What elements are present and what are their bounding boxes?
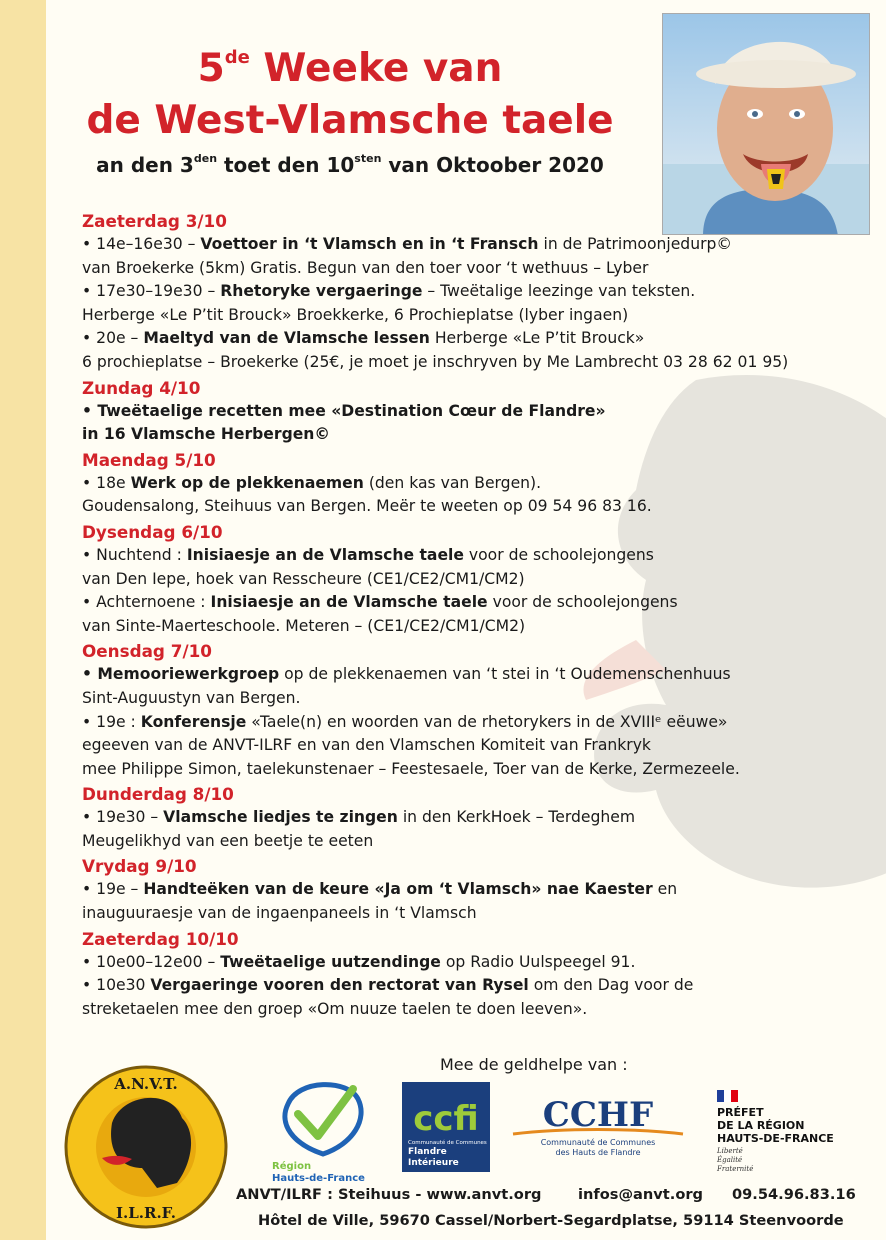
event-text: op de plekkenaemen van ‘t stei in ‘t Oudemenschenhuus: [279, 665, 731, 684]
event-text: op Radio Uulspeegel 91.: [440, 952, 636, 971]
event-text: mee Philippe Simon, taelekunstenaer – Feestesaele, Toer van de Kerke, Zermezeele.: [82, 759, 740, 778]
event-text: van Broekerke (5km) Gratis. Begun van den toer voor ‘t wethuus – Lyber: [82, 258, 649, 277]
event-line: [82, 591, 862, 615]
svg-text:HAUTS-DE-FRANCE: HAUTS-DE-FRANCE: [717, 1132, 834, 1145]
day-block: [82, 377, 862, 447]
day-block: [82, 521, 862, 638]
event-line: [82, 711, 862, 735]
event-text: van Den Iepe, hoek van Resscheure (CE1/CE2/CM1/CM2): [82, 569, 525, 588]
svg-text:Liberté: Liberté: [717, 1147, 743, 1155]
event-text: en: [652, 880, 678, 899]
event-text: (den kas van Bergen).: [363, 473, 542, 492]
event-text: Herberge «Le P’tit Brouck» Broekkerke, 6 Prochieplatse (lyber ingaen): [82, 305, 629, 324]
left-color-band: [0, 0, 46, 1240]
day-block: [82, 210, 862, 375]
event-line: [82, 233, 862, 257]
event-text: • 10e00–12e00 –: [82, 952, 221, 971]
event-line: [82, 998, 862, 1022]
event-text: voor de schoolejongens: [463, 545, 654, 564]
event-line: [82, 974, 862, 998]
event-line: [82, 806, 862, 830]
portrait-photo: [662, 13, 870, 235]
event-line: [82, 351, 862, 375]
day-block: [82, 449, 862, 519]
event-text: in de Patrimoonjedurp©: [538, 235, 732, 253]
event-line: [82, 951, 862, 975]
event-text: Rhetoryke vergaeringe: [220, 282, 423, 301]
day-title: Vrydag 9/10: [82, 856, 197, 877]
svg-text:I.L.R.F.: I.L.R.F.: [115, 1204, 177, 1222]
day-title: Dysendag 6/10: [82, 521, 223, 542]
cchf-logo: [503, 1090, 693, 1160]
svg-text:Flandre: Flandre: [408, 1147, 447, 1157]
event-text: inauguuraesje van de ingaenpaneels in ‘t Vlamsch: [82, 904, 477, 923]
svg-text:Région: Région: [272, 1161, 312, 1172]
poster-subtitle: an den $3^{den}$ toet den $10^{sten}$ van Oktoober 2020: [96, 152, 604, 177]
event-text: • 20e –: [82, 329, 144, 348]
svg-text:Intérieure: Intérieure: [408, 1158, 459, 1168]
svg-text:Communauté de Communes: Communauté de Communes: [408, 1140, 487, 1146]
event-text: • Memooriewerkgroep: [82, 665, 280, 684]
event-text: 6 prochieplatse – Broekerke (25€, je moet je inschryven by Me Lambrecht 03 28 62 01 95): [82, 352, 789, 371]
event-line: [82, 687, 862, 711]
event-text: • 19e :: [82, 712, 141, 731]
day-block: [82, 855, 862, 925]
day-title: Zundag 4/10: [82, 377, 201, 398]
event-text: Goudensalong, Steihuus van Bergen. Meër te weeten op 09 54 96 83 16.: [82, 497, 652, 516]
event-line: [82, 495, 862, 519]
event-line: [82, 327, 862, 351]
svg-text:Communauté de Communes: Communauté de Communes: [540, 1138, 656, 1147]
event-text: egeeven van de ANVT-ILRF en van den Vlamschen Komiteit van Frankryk: [82, 736, 651, 755]
event-line: [82, 902, 862, 926]
event-text: Tweëtaelige uutzendinge: [220, 952, 441, 971]
event-line: [82, 758, 862, 782]
event-text: • 10e30: [82, 976, 151, 995]
poster-title: 5de Weeke van de West-Vlamsche taele: [86, 46, 614, 143]
event-line: [82, 257, 862, 281]
event-text: om den Dag voor de: [528, 976, 694, 995]
event-text: • Achternoene :: [82, 593, 211, 612]
footer-email[interactable]: infos@anvt.org: [578, 1186, 703, 1203]
prefet-region-logo: [715, 1090, 855, 1175]
event-text: «Taele(n) en woorden van de rhetorykers in de XVIIIᵉ eëuwe»: [246, 712, 728, 731]
day-title: Dunderdag 8/10: [82, 784, 234, 805]
event-text: in 16 Vlamsche Herbergen©: [82, 425, 331, 444]
event-text: in den KerkHoek – Terdeghem: [397, 808, 636, 827]
svg-text:CCHF: CCHF: [542, 1095, 654, 1135]
day-block: [82, 928, 862, 1022]
day-title: Zaeterdag 10/10: [82, 928, 239, 949]
event-line: [82, 304, 862, 328]
event-line: [82, 280, 862, 304]
event-text: Werk op de plekkenaemen: [130, 473, 364, 492]
event-text: streketaelen mee den groep «Om nuuze taelen te doen leeven».: [82, 999, 588, 1018]
anvt-logo: [62, 1063, 230, 1231]
footer-phone: 09.54.96.83.16: [732, 1186, 856, 1203]
day-title: Zaeterdag 3/10: [82, 211, 227, 231]
event-text: Inisiaesje an de Vlamsche taele: [210, 593, 488, 612]
event-text: • 19e30 –: [82, 808, 164, 827]
event-text: Vergaeringe vooren den rectorat van Rysel: [150, 976, 529, 995]
svg-text:Hauts-de-France: Hauts-de-France: [272, 1173, 365, 1184]
event-line: [82, 400, 862, 424]
day-block: [82, 640, 862, 781]
event-text: van Sinte-Maerteschoole. Meteren – (CE1/CE2/CM1/CM2): [82, 616, 526, 635]
event-text: Konferensje: [140, 712, 247, 731]
event-line: [82, 878, 862, 902]
program-list: [82, 210, 862, 1023]
event-text: Handteëken van de keure «Ja om ‘t Vlamsch» nae Kaester: [143, 880, 653, 899]
sponsors-caption: Mee de geldhelpe van :: [440, 1055, 628, 1074]
event-text: • 14e–16e30 –: [82, 235, 201, 253]
event-line: [82, 544, 862, 568]
event-line: [82, 830, 862, 854]
ccfi-logo: [402, 1082, 490, 1172]
event-line: [82, 423, 862, 447]
event-text: voor de schoolejongens: [487, 593, 678, 612]
event-text: Herberge «Le P’tit Brouck»: [429, 329, 645, 348]
event-line: [82, 615, 862, 639]
event-text: Vlamsche liedjes te zingen: [163, 808, 398, 827]
event-line: [82, 663, 862, 687]
footer-address: Hôtel de Ville, 59670 Cassel/Norbert-Segardplatse, 59114 Steenvoorde: [258, 1212, 844, 1229]
event-text: Meugelikhyd van een beetje te eeten: [82, 831, 374, 850]
footer-org: ANVT/ILRF : Steihuus - www.anvt.org: [236, 1186, 542, 1203]
event-text: • Nuchtend :: [82, 545, 187, 564]
event-text: Voettoer in ‘t Vlamsch en in ‘t Fransch: [200, 235, 539, 253]
svg-text:Égalité: Égalité: [717, 1156, 743, 1164]
svg-text:ccfi: ccfi: [413, 1099, 479, 1139]
day-title: Oensdag 7/10: [82, 641, 212, 662]
svg-text:DE LA RÉGION: DE LA RÉGION: [717, 1119, 805, 1132]
event-line: [82, 734, 862, 758]
svg-text:Fraternité: Fraternité: [717, 1165, 754, 1173]
event-line: [82, 568, 862, 592]
event-text: Sint-Auguustyn van Bergen.: [82, 688, 301, 707]
event-text: • 19e –: [82, 880, 144, 899]
event-text: • 18e: [82, 473, 131, 492]
event-line: [82, 472, 862, 496]
event-text: – Tweëtalige leezinge van teksten.: [422, 282, 696, 301]
svg-text:PRÉFET: PRÉFET: [717, 1106, 764, 1119]
region-hauts-de-france-logo: [268, 1074, 378, 1184]
day-title: Maendag 5/10: [82, 449, 216, 470]
svg-text:des Hauts de Flandre: des Hauts de Flandre: [555, 1148, 641, 1157]
event-text: • Tweëtaelige recetten mee «Destination Cœur de Flandre»: [82, 401, 606, 420]
svg-text:A.N.V.T.: A.N.V.T.: [114, 1075, 178, 1093]
day-block: [82, 783, 862, 853]
event-text: • 17e30–19e30 –: [82, 282, 221, 301]
event-text: Inisiaesje an de Vlamsche taele: [186, 545, 464, 564]
event-text: Maeltyd van de Vlamsche lessen: [143, 329, 430, 348]
